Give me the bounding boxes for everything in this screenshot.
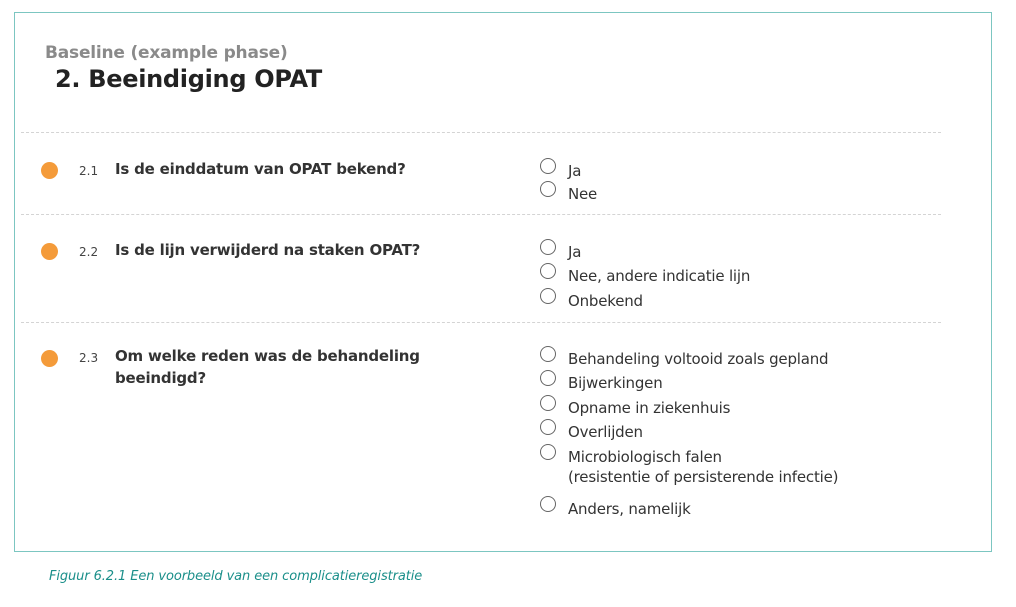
radio-option-ja[interactable]: [540, 158, 581, 181]
option-label: Nee, andere indicatie lijn: [568, 267, 751, 285]
radio-option-onbekend[interactable]: [540, 288, 643, 311]
divider: [21, 322, 941, 323]
page-title: 2. Beeindiging OPAT: [55, 65, 322, 93]
phase-label: Baseline (example phase): [45, 43, 288, 63]
option-label: Overlijden: [568, 423, 643, 441]
radio-button-icon[interactable]: [540, 496, 556, 512]
figure-caption: Figuur 6.2.1 Een voorbeeld van een complicatieregistratie: [49, 569, 423, 584]
question-text: Is de einddatum van OPAT bekend?: [115, 160, 406, 178]
option-label: Anders, namelijk: [568, 500, 691, 518]
question-number: 2.2: [79, 245, 99, 259]
status-dot-icon: [41, 162, 58, 179]
radio-button-icon[interactable]: [540, 239, 556, 255]
radio-button-icon[interactable]: [540, 444, 556, 460]
question-text: [115, 345, 420, 389]
option-label: Ja: [568, 162, 582, 180]
radio-option-overlijden[interactable]: [540, 419, 643, 442]
option-label: Behandeling voltooid zoals gepland: [568, 350, 829, 368]
radio-button-icon[interactable]: [540, 419, 556, 435]
question-number: 2.3: [79, 351, 99, 365]
option-label: Bijwerkingen: [568, 374, 663, 392]
radio-option-ja[interactable]: [540, 239, 581, 262]
form-panel: [14, 12, 992, 552]
option-label-subline: (resistentie of persisterende infectie): [568, 468, 839, 486]
status-dot-icon: [41, 243, 58, 260]
question-text: Is de lijn verwijderd na staken OPAT?: [115, 241, 421, 259]
divider: [21, 214, 941, 215]
radio-option-bijwerkingen[interactable]: [540, 370, 663, 393]
radio-option-nee-andere-indicatie[interactable]: [540, 263, 750, 286]
question-text-line: Om welke reden was de behandeling: [115, 347, 420, 365]
radio-button-icon[interactable]: [540, 370, 556, 386]
option-label-line: Microbiologisch falen: [568, 448, 722, 466]
option-label: Onbekend: [568, 292, 643, 310]
option-label: [568, 447, 838, 487]
radio-button-icon[interactable]: [540, 346, 556, 362]
radio-button-icon[interactable]: [540, 263, 556, 279]
question-text-line: beeindigd?: [115, 369, 206, 387]
radio-option-opname[interactable]: [540, 395, 730, 418]
radio-button-icon[interactable]: [540, 288, 556, 304]
status-dot-icon: [41, 350, 58, 367]
option-label: Ja: [568, 243, 582, 261]
radio-option-voltooid[interactable]: [540, 346, 828, 369]
radio-option-nee[interactable]: [540, 181, 597, 204]
question-number: 2.1: [79, 164, 99, 178]
radio-option-anders[interactable]: [540, 496, 691, 519]
radio-button-icon[interactable]: [540, 158, 556, 174]
option-label: Nee: [568, 185, 598, 203]
option-label: Opname in ziekenhuis: [568, 399, 731, 417]
radio-button-icon[interactable]: [540, 395, 556, 411]
radio-option-microbiologisch-falen[interactable]: [540, 444, 838, 487]
radio-button-icon[interactable]: [540, 181, 556, 197]
divider: [21, 132, 941, 133]
